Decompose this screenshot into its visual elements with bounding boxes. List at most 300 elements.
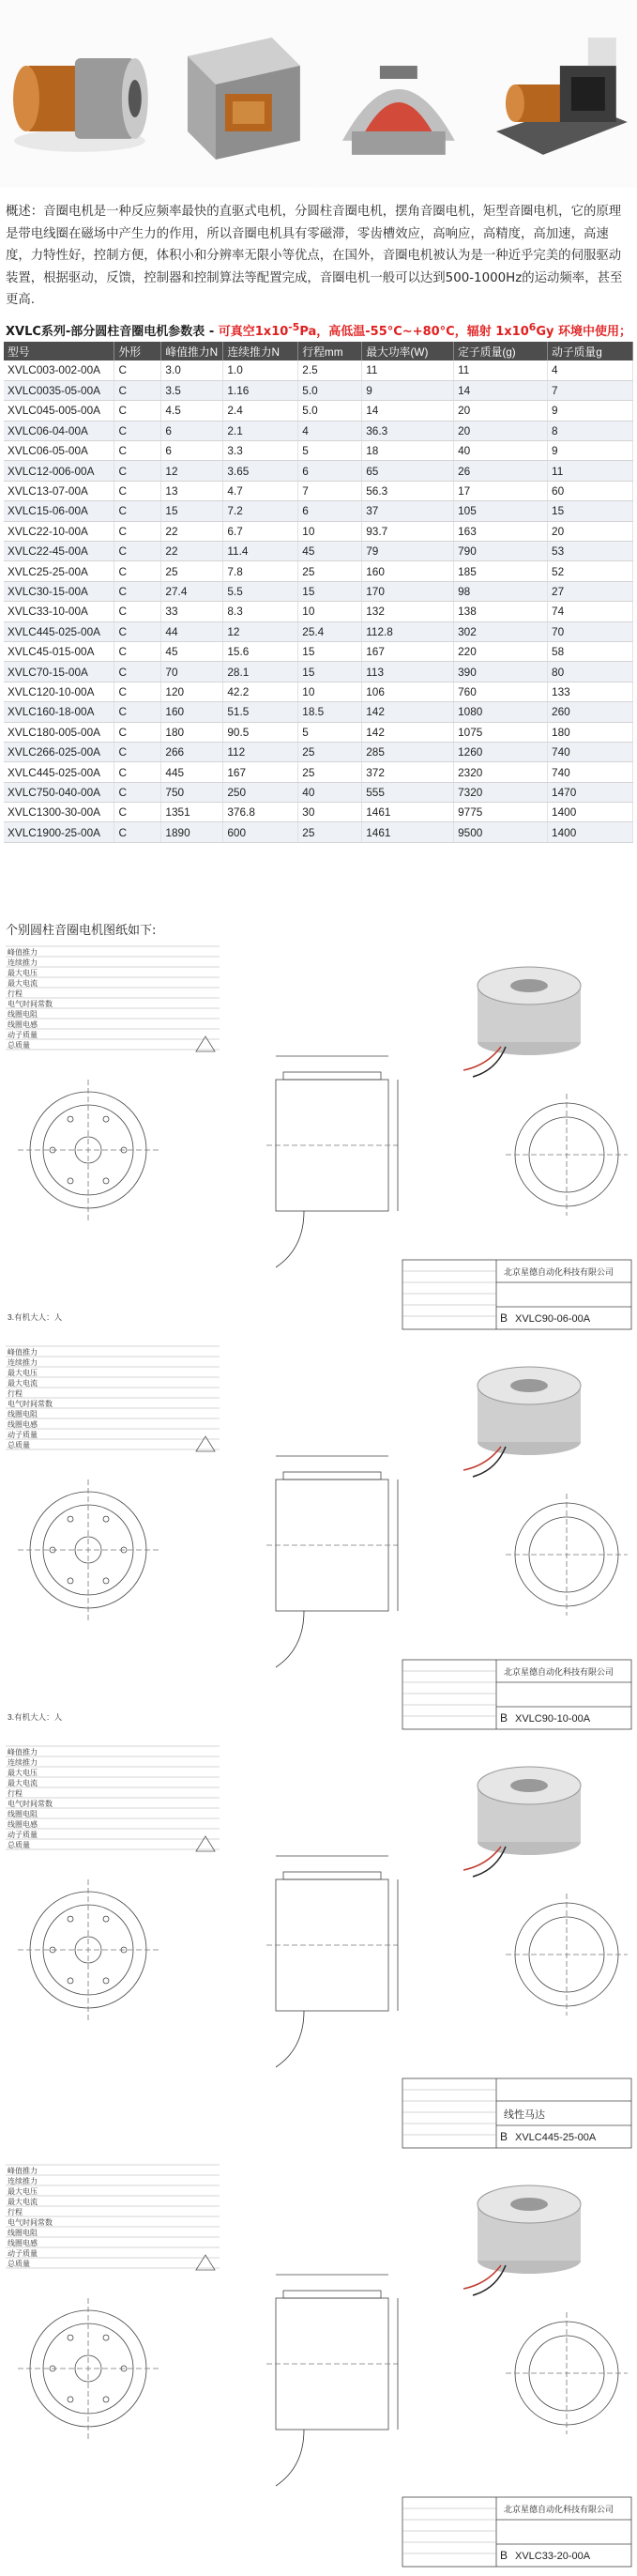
table-cell: 740	[548, 762, 633, 782]
table-row	[4, 722, 633, 742]
table-cell: 15	[548, 501, 633, 521]
table-cell: 1260	[454, 742, 548, 761]
table-cell: 11	[548, 461, 633, 481]
table-cell: XVLC266-025-00A	[4, 742, 114, 761]
table-row	[4, 481, 633, 500]
table-cell: C	[114, 441, 161, 461]
table-cell: 302	[454, 621, 548, 641]
table-cell: C	[114, 542, 161, 561]
table-cell: 4.7	[223, 481, 298, 500]
table-cell: 740	[548, 742, 633, 761]
table-cell: 180	[548, 722, 633, 742]
table-cell: C	[114, 521, 161, 541]
table-cell: 390	[454, 662, 548, 682]
table-row	[4, 762, 633, 782]
table-cell: XVLC1300-30-00A	[4, 803, 114, 822]
table-cell: 27.4	[161, 581, 223, 601]
header-mover-mass: 动子质量g	[548, 342, 633, 360]
table-row	[4, 380, 633, 400]
spec-label: 动子质量	[8, 1431, 38, 1439]
table-cell: 79	[362, 542, 454, 561]
table-cell: C	[114, 822, 161, 842]
table-cell: C	[114, 481, 161, 500]
table-cell: 17	[454, 481, 548, 500]
coil-actuator-icon	[0, 0, 159, 188]
spec-label: 线圈电阻	[8, 1010, 38, 1019]
spec-label: 行程	[8, 989, 23, 998]
spec-label: 电气时间常数	[8, 1400, 53, 1408]
rectangular-housing-actuator-icon	[159, 0, 319, 188]
table-cell: 15	[298, 662, 362, 682]
table-cell: 6.7	[223, 521, 298, 541]
table-cell: 790	[454, 542, 548, 561]
table-cell: 6	[298, 461, 362, 481]
table-cell: 1400	[548, 822, 633, 842]
photo-coil-actuator	[0, 0, 159, 188]
table-cell: 3.0	[161, 360, 223, 380]
engineering-drawing	[4, 2157, 633, 2570]
header-stator-mass: 定子质量(g)	[454, 342, 548, 360]
table-cell: 40	[454, 441, 548, 461]
drawing-note: 3.有机大人：人	[8, 1712, 63, 1722]
table-cell: C	[114, 742, 161, 761]
drawings-subtitle: 个别圆柱音圈电机图纸如下:	[6, 924, 157, 938]
table-row	[4, 561, 633, 581]
table-cell: C	[114, 662, 161, 682]
table-cell: 106	[362, 682, 454, 701]
table-cell: C	[114, 621, 161, 641]
product-photo-strip	[0, 0, 637, 188]
engineering-drawing	[4, 939, 633, 1333]
table-cell: 56.3	[362, 481, 454, 500]
title-block-rev: B	[500, 1311, 508, 1325]
table-cell: 22	[161, 542, 223, 561]
table-cell: 28.1	[223, 662, 298, 682]
table-cell: 70	[161, 662, 223, 682]
engineering-drawing	[4, 1739, 633, 2152]
table-cell: 120	[161, 682, 223, 701]
table-header-row	[4, 342, 633, 360]
table-cell: 20	[454, 401, 548, 421]
engineering-drawing	[4, 1339, 633, 1733]
table-cell: 98	[454, 581, 548, 601]
table-cell: 5.0	[298, 380, 362, 400]
table-cell: XVLC33-10-00A	[4, 602, 114, 621]
table-cell: C	[114, 782, 161, 802]
table-cell: C	[114, 501, 161, 521]
table-cell: 7	[548, 380, 633, 400]
spec-label: 总质量	[8, 1041, 30, 1050]
table-cell: 138	[454, 602, 548, 621]
spec-label: 峰值推力	[8, 1348, 38, 1357]
table-cell: 600	[223, 822, 298, 842]
table-row	[4, 581, 633, 601]
table-cell: 160	[362, 561, 454, 581]
table-cell: 33	[161, 602, 223, 621]
table-row	[4, 682, 633, 701]
table-cell: XVLC120-10-00A	[4, 682, 114, 701]
table-cell: 58	[548, 641, 633, 661]
table-cell: 60	[548, 481, 633, 500]
table-cell: XVLC70-15-00A	[4, 662, 114, 682]
table-cell: 51.5	[223, 702, 298, 722]
table-cell: 180	[161, 722, 223, 742]
table-row	[4, 702, 633, 722]
title-block-company: 北京星德自动化科技有限公司	[504, 1667, 614, 1677]
table-cell: 1400	[548, 803, 633, 822]
table-cell: 22	[161, 521, 223, 541]
table-cell: XVLC045-005-00A	[4, 401, 114, 421]
table-cell: 44	[161, 621, 223, 641]
table-cell: 750	[161, 782, 223, 802]
table-cell: 142	[362, 722, 454, 742]
table-cell: 25	[298, 762, 362, 782]
title-block-model: XVLC445-25-00A	[515, 2132, 597, 2143]
table-cell: 45	[298, 542, 362, 561]
table-cell: 250	[223, 782, 298, 802]
table-cell: 4	[298, 421, 362, 440]
spec-label: 最大电流	[8, 979, 38, 988]
table-cell: 8.3	[223, 602, 298, 621]
table-row	[4, 441, 633, 461]
table-cell: C	[114, 461, 161, 481]
table-cell: 10	[298, 521, 362, 541]
table-cell: 65	[362, 461, 454, 481]
table-cell: 4	[548, 360, 633, 380]
spec-label: 总质量	[8, 2260, 30, 2268]
table-cell: 10	[298, 682, 362, 701]
table-cell: 14	[362, 401, 454, 421]
table-row	[4, 421, 633, 440]
table-cell: 167	[223, 762, 298, 782]
spec-label: 连续推力	[8, 2177, 38, 2185]
table-cell: 112	[223, 742, 298, 761]
table-cell: 7.8	[223, 561, 298, 581]
table-row	[4, 662, 633, 682]
table-cell: 9	[548, 441, 633, 461]
table-cell: 42.2	[223, 682, 298, 701]
table-cell: C	[114, 641, 161, 661]
spec-label: 动子质量	[8, 2249, 38, 2258]
table-cell: 74	[548, 602, 633, 621]
table-row	[4, 782, 633, 802]
spec-label: 行程	[8, 1389, 23, 1398]
table-cell: C	[114, 702, 161, 722]
table-cell: 15	[298, 641, 362, 661]
table-cell: 36.3	[362, 421, 454, 440]
table-row	[4, 521, 633, 541]
spec-label: 线圈电感	[8, 2239, 38, 2247]
table-cell: C	[114, 581, 161, 601]
table-cell: 4.5	[161, 401, 223, 421]
table-cell: XVLC0035-05-00A	[4, 380, 114, 400]
table-cell: 133	[548, 682, 633, 701]
photo-rectangular-actuator	[159, 0, 319, 188]
table-row	[4, 742, 633, 761]
spec-label: 最大电压	[8, 1369, 38, 1377]
table-cell: 285	[362, 742, 454, 761]
table-cell: 15	[161, 501, 223, 521]
table-cell: 1461	[362, 803, 454, 822]
title-block-rev: B	[500, 2549, 508, 2562]
table-cell: 112.8	[362, 621, 454, 641]
title-block-extra: 线性马达	[504, 2109, 545, 2121]
title-block-model: XVLC90-06-00A	[515, 1313, 591, 1325]
table-cell: 1890	[161, 822, 223, 842]
table-cell: 15.6	[223, 641, 298, 661]
table-cell: 132	[362, 602, 454, 621]
table-cell: XVLC06-05-00A	[4, 441, 114, 461]
table-cell: XVLC13-07-00A	[4, 481, 114, 500]
table-row	[4, 641, 633, 661]
table-cell: C	[114, 561, 161, 581]
table-cell: XVLC15-06-00A	[4, 501, 114, 521]
table-cell: 70	[548, 621, 633, 641]
table-cell: 1470	[548, 782, 633, 802]
spec-label: 线圈电阻	[8, 1810, 38, 1818]
table-cell: 3.65	[223, 461, 298, 481]
spec-label: 最大电压	[8, 969, 38, 977]
drawing-sheet-4	[4, 2157, 633, 2570]
table-cell: 12	[161, 461, 223, 481]
spec-label: 动子质量	[8, 1831, 38, 1839]
table-cell: 11	[454, 360, 548, 380]
spec-label: 线圈电阻	[8, 2229, 38, 2237]
table-cell: 45	[161, 641, 223, 661]
header-shape: 外形	[114, 342, 161, 360]
table-cell: C	[114, 682, 161, 701]
photo-stage-actuator	[478, 0, 637, 188]
header-model: 型号	[4, 342, 114, 360]
intro-paragraph: 概述：音圈电机是一种反应频率最快的直驱式电机，分圆柱音圈电机，摆角音圈电机，矩型音圈电机，它的原理是带电线圈在磁场中产生力的作用，所以音圈电机具有零磁滞，零齿槽效应，高响应，高精度，高加速，高速度，力特性好，控制方便，体积小和分辨率无限小等优点，在国外，音圈电机被认为是一种近乎完美的伺服驱动装置，根据驱动，反馈，控制器和控制算法等配置完成，音圈电机一般可以达到500-1000Hz的运动频率，甚至更高.	[6, 205, 623, 307]
table-cell: 9	[548, 401, 633, 421]
header-stroke: 行程mm	[298, 342, 362, 360]
header-peak-force: 峰值推力N	[161, 342, 223, 360]
spec-label: 峰值推力	[8, 2167, 38, 2175]
table-cell: 5	[298, 441, 362, 461]
table-row	[4, 401, 633, 421]
spec-label: 线圈电阻	[8, 1410, 38, 1418]
table-cell: 9500	[454, 822, 548, 842]
table-cell: 1351	[161, 803, 223, 822]
table-row	[4, 461, 633, 481]
table-cell: C	[114, 380, 161, 400]
table-cell: 3.5	[161, 380, 223, 400]
table-cell: 170	[362, 581, 454, 601]
spec-label: 最大电流	[8, 1379, 38, 1388]
table-cell: 14	[454, 380, 548, 400]
motor-parameter-table	[4, 342, 633, 843]
spec-label: 最大电流	[8, 2198, 38, 2206]
drawing-sheet-3	[4, 1739, 633, 2152]
table-cell: 52	[548, 561, 633, 581]
table-cell: 13	[161, 481, 223, 500]
environment-note: 可真空$1x10^{-5}Pa$，高低温-55°C~+80°C，辐射 $1x10^6Gy$ 环境中使用；	[218, 321, 631, 340]
table-cell: 2.4	[223, 401, 298, 421]
table-cell: XVLC445-025-00A	[4, 762, 114, 782]
table-cell: XVLC25-25-00A	[4, 561, 114, 581]
table-cell: 25	[298, 561, 362, 581]
table-cell: 5.5	[223, 581, 298, 601]
spec-label: 连续推力	[8, 958, 38, 967]
table-cell: 27	[548, 581, 633, 601]
table-cell: 93.7	[362, 521, 454, 541]
table-cell: C	[114, 803, 161, 822]
table-cell: 167	[362, 641, 454, 661]
table-cell: 555	[362, 782, 454, 802]
table-cell: XVLC12-006-00A	[4, 461, 114, 481]
table-cell: C	[114, 602, 161, 621]
spec-label: 最大电压	[8, 2187, 38, 2196]
table-cell: 25	[298, 822, 362, 842]
table-cell: C	[114, 722, 161, 742]
table-cell: 376.8	[223, 803, 298, 822]
spec-label: 线圈电感	[8, 1420, 38, 1429]
spec-label: 电气时间常数	[8, 1800, 53, 1808]
spec-label: 行程	[8, 1789, 23, 1798]
spec-label: 总质量	[8, 1841, 30, 1849]
table-row	[4, 621, 633, 641]
table-row	[4, 360, 633, 380]
table-cell: 10	[298, 602, 362, 621]
table-cell: XVLC45-015-00A	[4, 641, 114, 661]
table-cell: 220	[454, 641, 548, 661]
table-cell: 25	[298, 742, 362, 761]
table-cell: XVLC750-040-00A	[4, 782, 114, 802]
table-cell: 6	[161, 441, 223, 461]
table-cell: 80	[548, 662, 633, 682]
table-cell: 185	[454, 561, 548, 581]
table-cell: 113	[362, 662, 454, 682]
photo-swing-actuator	[319, 0, 478, 188]
drawing-sheet-1	[4, 939, 633, 1333]
table-cell: 18.5	[298, 702, 362, 722]
table-cell: 266	[161, 742, 223, 761]
table-cell: 8	[548, 421, 633, 440]
table-cell: 7320	[454, 782, 548, 802]
table-cell: 18	[362, 441, 454, 461]
title-block-model: XVLC33-20-00A	[515, 2551, 591, 2562]
table-cell: C	[114, 421, 161, 440]
title-block-model: XVLC90-10-00A	[515, 1713, 591, 1725]
table-cell: 53	[548, 542, 633, 561]
table-cell: 12	[223, 621, 298, 641]
spec-label: 连续推力	[8, 1758, 38, 1767]
table-cell: 1.16	[223, 380, 298, 400]
spec-label: 线圈电感	[8, 1820, 38, 1829]
table-cell: 25	[161, 561, 223, 581]
table-cell: 30	[298, 803, 362, 822]
drawing-note: 3.有机大人：人	[8, 1312, 63, 1322]
spec-label: 行程	[8, 2208, 23, 2216]
table-cell: 260	[548, 702, 633, 722]
table-cell: 7.2	[223, 501, 298, 521]
table-cell: XVLC180-005-00A	[4, 722, 114, 742]
table-cell: 163	[454, 521, 548, 541]
spec-label: 连续推力	[8, 1358, 38, 1367]
spec-label: 动子质量	[8, 1031, 38, 1039]
spec-label: 线圈电感	[8, 1020, 38, 1029]
table-cell: XVLC30-15-00A	[4, 581, 114, 601]
table-cell: 15	[298, 581, 362, 601]
table-cell: 20	[548, 521, 633, 541]
table-cell: 5	[298, 722, 362, 742]
table-cell: 9775	[454, 803, 548, 822]
table-cell: 760	[454, 682, 548, 701]
table-cell: 1075	[454, 722, 548, 742]
title-block-company: 北京星德自动化科技有限公司	[504, 2505, 614, 2514]
table-row	[4, 803, 633, 822]
table-body	[4, 360, 633, 842]
table-cell: XVLC1900-25-00A	[4, 822, 114, 842]
spec-label: 最大电流	[8, 1779, 38, 1787]
section-title-text: XVLC系列-部分圆柱音圈电机参数表 -	[6, 325, 219, 340]
table-cell: C	[114, 360, 161, 380]
header-max-power: 最大功率(W)	[362, 342, 454, 360]
table-cell: 372	[362, 762, 454, 782]
table-cell: 7	[298, 481, 362, 500]
table-cell: XVLC06-04-00A	[4, 421, 114, 440]
header-continuous-force: 连续推力N	[223, 342, 298, 360]
section-title	[6, 321, 631, 339]
table-cell: 445	[161, 762, 223, 782]
table-cell: 142	[362, 702, 454, 722]
table-cell: 25.4	[298, 621, 362, 641]
table-cell: 6	[161, 421, 223, 440]
spec-label: 总质量	[8, 1441, 30, 1449]
table-row	[4, 501, 633, 521]
drawing-sheet-2	[4, 1339, 633, 1733]
table-cell: 1461	[362, 822, 454, 842]
table-cell: 26	[454, 461, 548, 481]
table-row	[4, 602, 633, 621]
table-cell: XVLC22-10-00A	[4, 521, 114, 541]
table-cell: 2320	[454, 762, 548, 782]
title-block-company: 北京星德自动化科技有限公司	[504, 1267, 614, 1277]
table-cell: 11.4	[223, 542, 298, 561]
table-row	[4, 542, 633, 561]
table-row	[4, 822, 633, 842]
table-cell: 90.5	[223, 722, 298, 742]
swing-actuator-icon	[319, 0, 478, 188]
table-cell: 2.5	[298, 360, 362, 380]
table-cell: 40	[298, 782, 362, 802]
title-block-rev: B	[500, 2130, 508, 2143]
table-cell: 37	[362, 501, 454, 521]
spec-label: 最大电压	[8, 1769, 38, 1777]
table-cell: 9	[362, 380, 454, 400]
table-cell: 11	[362, 360, 454, 380]
table-cell: C	[114, 401, 161, 421]
table-cell: XVLC22-45-00A	[4, 542, 114, 561]
table-cell: 5.0	[298, 401, 362, 421]
table-cell: 1.0	[223, 360, 298, 380]
table-cell: XVLC003-002-00A	[4, 360, 114, 380]
spec-label: 峰值推力	[8, 948, 38, 957]
stage-actuator-icon	[478, 0, 637, 188]
table-cell: 2.1	[223, 421, 298, 440]
spec-label: 电气时间常数	[8, 1000, 53, 1008]
table-cell: 1080	[454, 702, 548, 722]
spec-label: 电气时间常数	[8, 2218, 53, 2227]
spec-label: 峰值推力	[8, 1748, 38, 1756]
table-cell: 6	[298, 501, 362, 521]
table-cell: 3.3	[223, 441, 298, 461]
title-block-rev: B	[500, 1711, 508, 1725]
table-cell: XVLC160-18-00A	[4, 702, 114, 722]
table-cell: 20	[454, 421, 548, 440]
table-cell: C	[114, 762, 161, 782]
